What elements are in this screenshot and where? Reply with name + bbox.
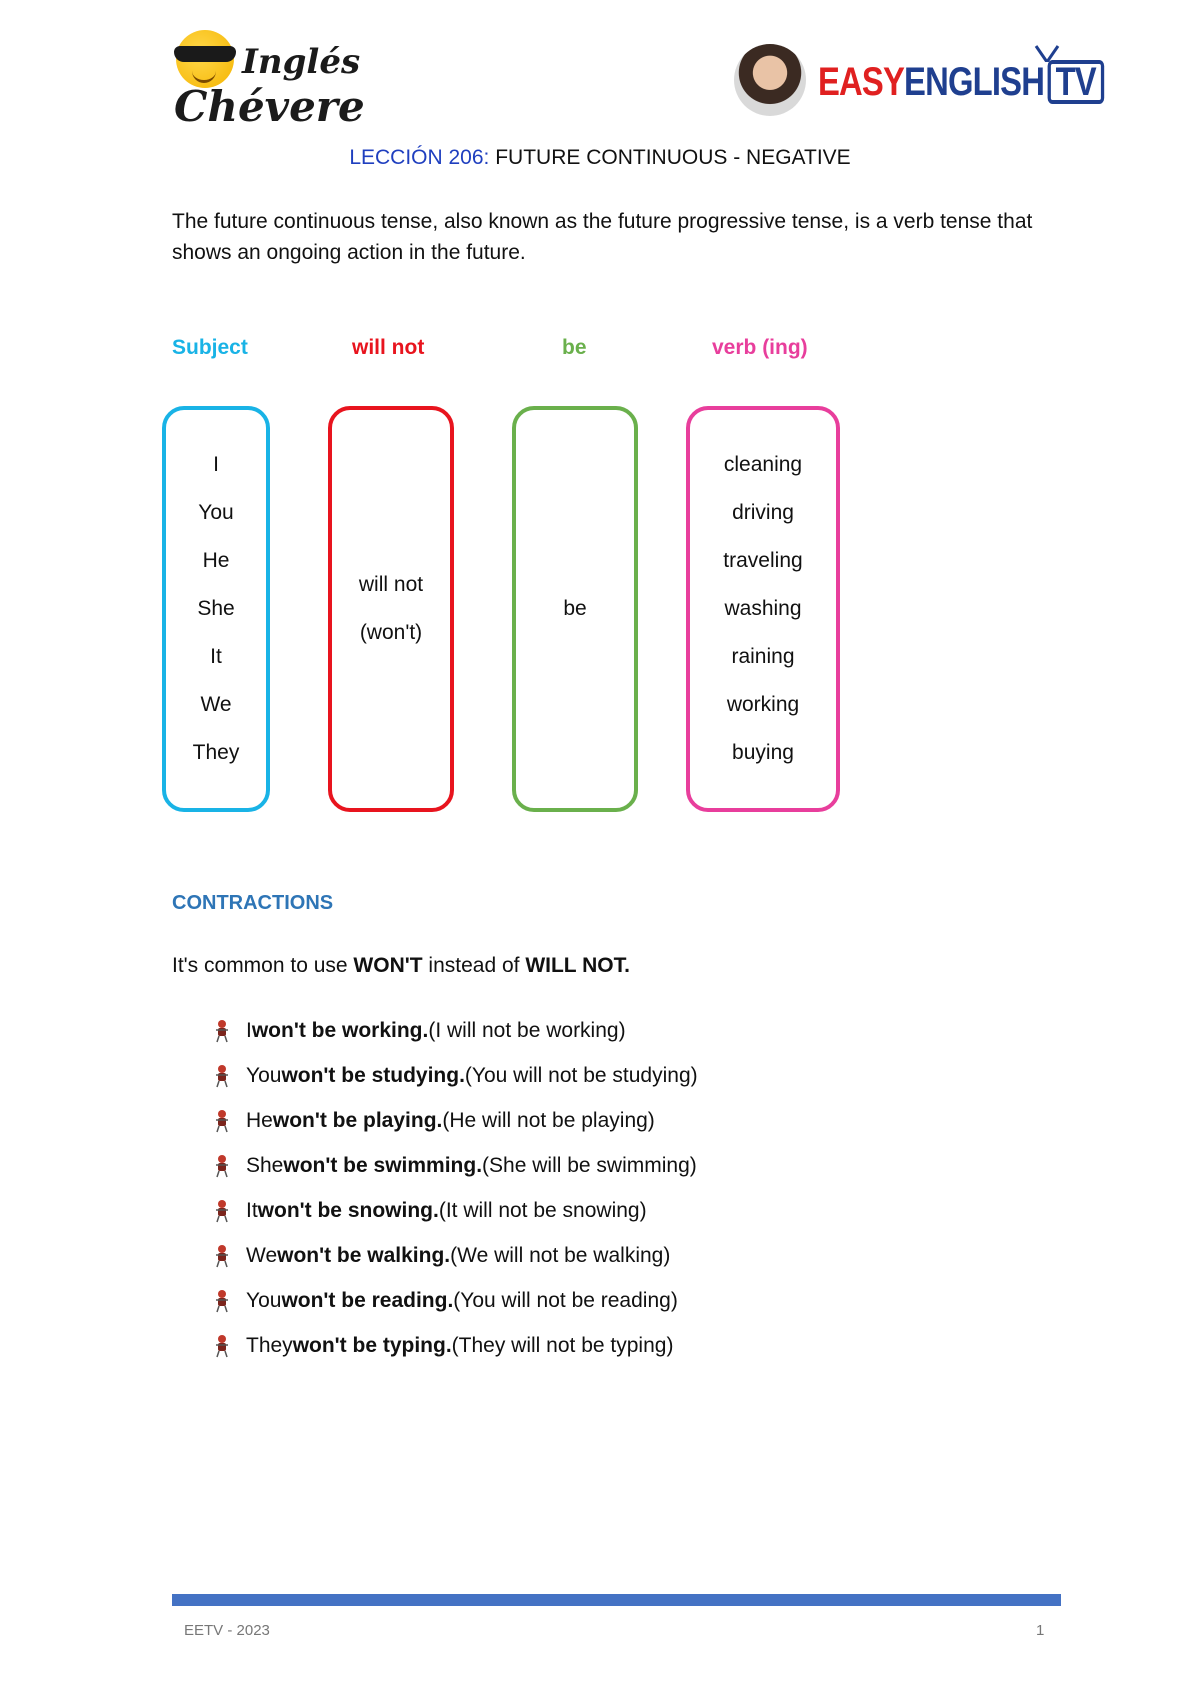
example-bold: won't be typing. bbox=[292, 1333, 452, 1357]
footer-bar bbox=[172, 1594, 1061, 1606]
subject-item: I bbox=[213, 453, 219, 476]
example-post: (You will not be reading) bbox=[453, 1288, 678, 1312]
example-bold: won't be playing. bbox=[272, 1108, 443, 1132]
tv-antenna-icon bbox=[1030, 44, 1064, 62]
example-post: (We will not be walking) bbox=[450, 1243, 671, 1267]
intro-bold-wont: WON'T bbox=[353, 954, 423, 977]
intro-paragraph: The future continuous tense, also known as the future progressive tense, is a verb tense that shows an ongoing action in the future. bbox=[172, 210, 1033, 264]
example-pre: We bbox=[246, 1243, 278, 1267]
example-bold: won't be studying. bbox=[281, 1063, 465, 1087]
bullet-icon bbox=[212, 1334, 232, 1358]
contractions-heading: CONTRACTIONS bbox=[172, 892, 334, 914]
intro-text: It's common to use bbox=[172, 954, 354, 977]
example-bold: won't be reading. bbox=[281, 1288, 454, 1312]
example-pre: It bbox=[246, 1198, 258, 1222]
ingles-chevere-logo bbox=[172, 28, 365, 133]
example-bold: won't be snowing. bbox=[257, 1198, 439, 1222]
example-bold: won't be walking. bbox=[277, 1243, 451, 1267]
page-number: 1 bbox=[1036, 1622, 1045, 1639]
brand-wordmark bbox=[818, 60, 1104, 105]
list-item bbox=[212, 1278, 698, 1323]
verb-item: traveling bbox=[723, 549, 803, 572]
bullet-icon bbox=[212, 1019, 232, 1043]
subject-item: She bbox=[197, 597, 235, 620]
verb-item: driving bbox=[732, 501, 794, 524]
intro-text: instead of bbox=[422, 954, 526, 977]
example-bold: won't be swimming. bbox=[283, 1153, 483, 1177]
list-item bbox=[212, 1098, 698, 1143]
example-post: (I will not be working) bbox=[428, 1018, 626, 1042]
verb-item: working bbox=[726, 693, 800, 716]
column-header-verb-ing: verb (ing) bbox=[712, 336, 808, 359]
lesson-number: LECCIÓN 206: bbox=[349, 146, 490, 169]
example-pre: You bbox=[246, 1288, 282, 1312]
verb-item: buying bbox=[732, 741, 794, 764]
subject-box bbox=[162, 406, 270, 812]
verb-item: washing bbox=[724, 597, 802, 620]
column-header-be: be bbox=[562, 336, 587, 359]
list-item bbox=[212, 1323, 698, 1368]
list-item bbox=[212, 1053, 698, 1098]
example-pre: They bbox=[246, 1333, 293, 1357]
subject-item: They bbox=[192, 741, 240, 764]
logo-text-chevere: Chévere bbox=[174, 82, 365, 131]
bullet-icon bbox=[212, 1109, 232, 1133]
example-bold: won't be working. bbox=[251, 1018, 429, 1042]
brand-easy: EASY bbox=[818, 60, 905, 104]
bullet-icon bbox=[212, 1244, 232, 1268]
verb-item: cleaning bbox=[723, 453, 803, 476]
logo-text-ingles: Inglés bbox=[242, 42, 361, 82]
bullet-icon bbox=[212, 1064, 232, 1088]
page-title bbox=[0, 146, 1200, 170]
be-item: be bbox=[563, 597, 587, 620]
will-not-box bbox=[328, 406, 454, 812]
bullet-icon bbox=[212, 1199, 232, 1223]
example-post: (She will be swimming) bbox=[482, 1153, 697, 1177]
bullet-icon bbox=[212, 1154, 232, 1178]
brand-tv: TV bbox=[1047, 60, 1104, 104]
example-post: (You will not be studying) bbox=[464, 1063, 698, 1087]
example-post: (He will not be playing) bbox=[442, 1108, 655, 1132]
subject-item: He bbox=[202, 549, 230, 572]
brand-english: ENGLISH bbox=[904, 60, 1045, 104]
verb-ing-box bbox=[686, 406, 840, 812]
example-pre: He bbox=[246, 1108, 273, 1132]
example-post: (It will not be snowing) bbox=[438, 1198, 647, 1222]
example-pre: You bbox=[246, 1063, 282, 1087]
list-item bbox=[212, 1188, 698, 1233]
intro-bold-will-not: WILL NOT. bbox=[525, 954, 630, 977]
sunglasses-icon bbox=[174, 46, 236, 62]
wont-item: (won't) bbox=[359, 621, 423, 644]
footer-left: EETV - 2023 bbox=[184, 1622, 270, 1639]
lesson-topic: FUTURE CONTINUOUS - NEGATIVE bbox=[489, 146, 851, 169]
be-box bbox=[512, 406, 638, 812]
list-item bbox=[212, 1233, 698, 1278]
list-item bbox=[212, 1143, 698, 1188]
list-item bbox=[212, 1008, 698, 1053]
bullet-icon bbox=[212, 1289, 232, 1313]
subject-item: We bbox=[200, 693, 232, 716]
example-post: (They will not be typing) bbox=[451, 1333, 674, 1357]
example-pre: She bbox=[246, 1153, 284, 1177]
examples-list bbox=[212, 1008, 698, 1368]
contractions-intro bbox=[172, 954, 630, 978]
column-header-subject: Subject bbox=[172, 336, 248, 359]
avatar bbox=[734, 44, 806, 116]
example-pre: I bbox=[246, 1018, 252, 1042]
subject-item: It bbox=[210, 645, 222, 668]
will-not-item: will not bbox=[358, 573, 424, 596]
column-header-will-not: will not bbox=[352, 336, 425, 359]
verb-item: raining bbox=[731, 645, 795, 668]
subject-item: You bbox=[198, 501, 234, 524]
